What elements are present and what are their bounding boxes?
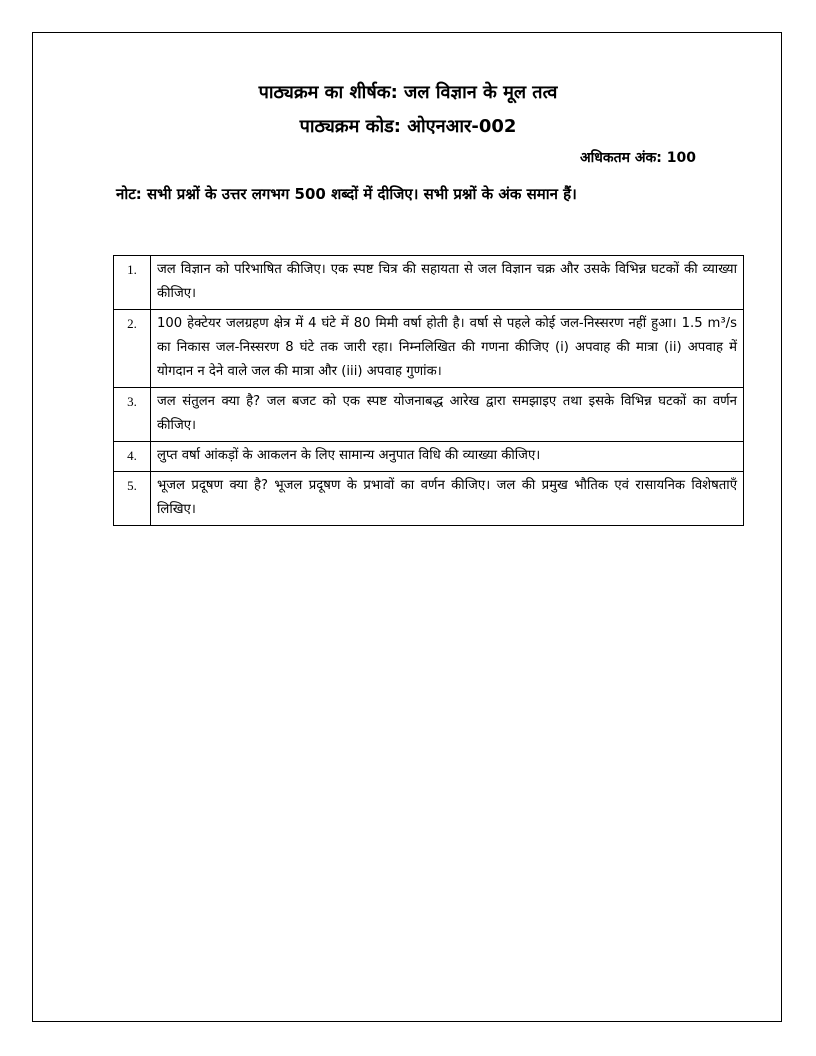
- question-row: [114, 256, 744, 310]
- question-number: 5.: [114, 472, 151, 526]
- instructions-note: नोट: सभी प्रश्नों के उत्तर लगभग 500 शब्दों में दीजिए। सभी प्रश्नों के अंक समान हैं।: [116, 185, 577, 203]
- question-row: [114, 472, 744, 526]
- question-row: [114, 310, 744, 388]
- question-text: जल विज्ञान को परिभाषित कीजिए। एक स्पष्ट चित्र की सहायता से जल विज्ञान चक्र और उसके विभिन्न घटकों की व्याख्या कीजिए।: [151, 256, 744, 310]
- course-code: पाठ्यक्रम कोड: ओएनआर-002: [299, 116, 517, 137]
- question-number: 2.: [114, 310, 151, 388]
- question-text: 100 हेक्टेयर जलग्रहण क्षेत्र में 4 घंटे में 80 मिमी वर्षा होती है। वर्षा से पहले कोई जल-निस्सरण नहीं हुआ। 1.5 m³/s का निकास जल-निस्सरण 8 घंटे तक जारी रहा। निम्नलिखित की गणना कीजिए (i) अपवाह की मात्रा (ii) अपवाह में योगदान न देने वाले जल की मात्रा और (iii) अपवाह गुणांक।: [151, 310, 744, 388]
- questions-table: [113, 255, 744, 526]
- max-marks: अधिकतम अंक: 100: [579, 150, 696, 166]
- course-title: पाठ्यक्रम का शीर्षक: जल विज्ञान के मूल तत्व: [258, 82, 558, 103]
- question-text: जल संतुलन क्या है? जल बजट को एक स्पष्ट योजनाबद्ध आरेख द्वारा समझाइए तथा इसके विभिन्न घटकों का वर्णन कीजिए।: [151, 388, 744, 442]
- question-row: [114, 388, 744, 442]
- question-row: [114, 442, 744, 472]
- question-number: 3.: [114, 388, 151, 442]
- question-number: 1.: [114, 256, 151, 310]
- question-text: लुप्त वर्षा आंकड़ों के आकलन के लिए सामान्य अनुपात विधि की व्याख्या कीजिए।: [151, 442, 744, 472]
- question-number: 4.: [114, 442, 151, 472]
- question-text: भूजल प्रदूषण क्या है? भूजल प्रदूषण के प्रभावों का वर्णन कीजिए। जल की प्रमुख भौतिक एवं रासायनिक विशेषताएँ लिखिए।: [151, 472, 744, 526]
